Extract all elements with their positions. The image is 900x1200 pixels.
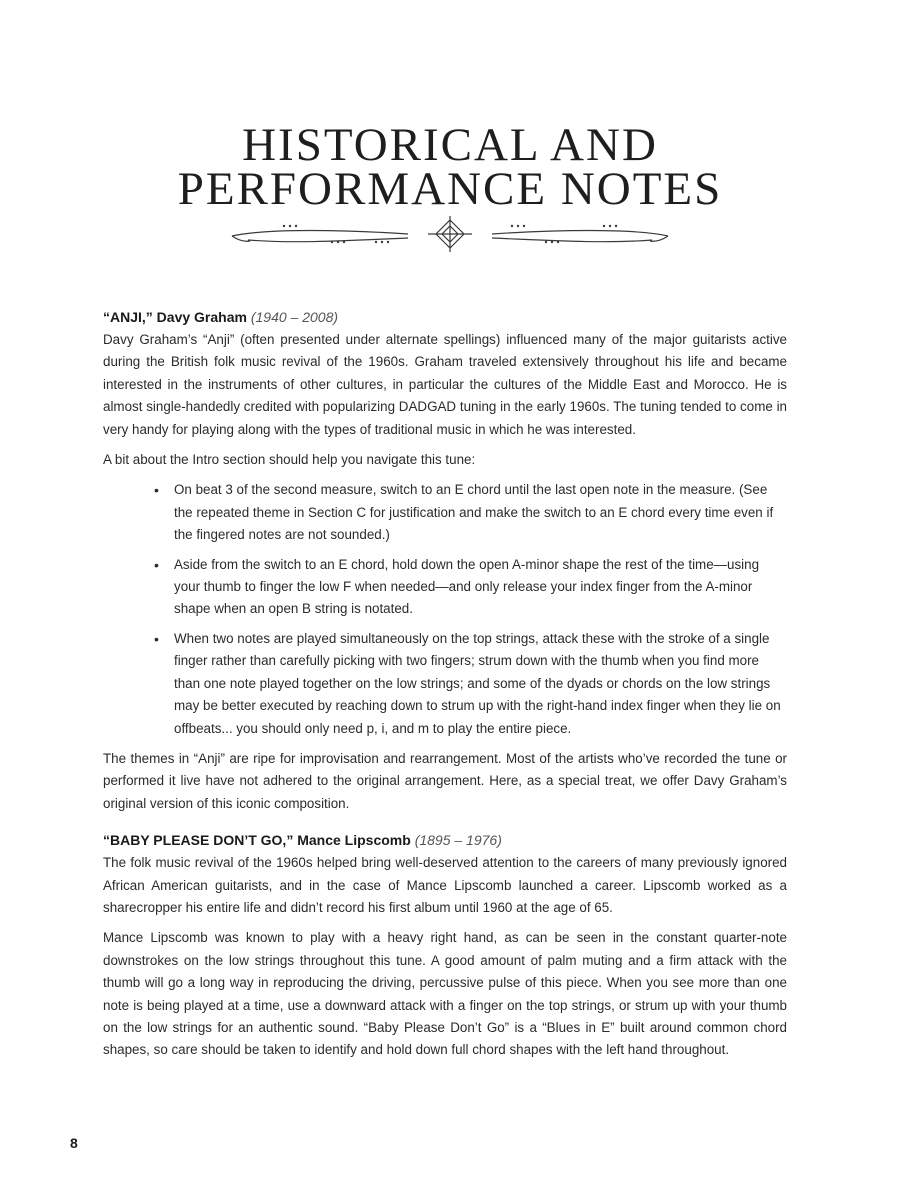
paragraph: A bit about the Intro section should help you navigate this tune:: [103, 452, 476, 468]
song-title-artist: “ANJI,” Davy Graham: [103, 309, 247, 325]
paragraph: Mance Lipscomb was known to play with a heavy right hand, as can be seen in the constant quarter-note downstrokes on the low strings throughout this tune. A good amount of palm muting and a firm attack with the thumb will go a long way in reproducing the driving, percussive pulse of this piece. When you see more than one note is being played at a time, use a downward attack with a finger on the top strings, or strum up with your thumb on the low strings for an authentic sound. “Baby Please Don’t Go” is a “Blues in E” built around common chord shapes, so care should be taken to identify and hold down full chord shapes with the left hand throughout.: [103, 930, 787, 1058]
page-title-line-1: HISTORICAL AND: [242, 119, 658, 171]
list-item-text: Aside from the switch to an E chord, hold down the open A-minor shape the rest of the time—using your thumb to finger the low F when needed—and only release your index finger from the A-minor shape when an open B string is notated.: [174, 556, 760, 617]
section-heading: [103, 829, 787, 851]
bullet-list: [103, 479, 787, 739]
list-item: [154, 628, 787, 740]
bullet-icon: •: [154, 482, 159, 499]
page-number: 8: [70, 1135, 78, 1151]
knot-ornament-icon: [228, 210, 672, 258]
song-title-artist: “BABY PLEASE DON’T GO,” Mance Lipscomb: [103, 832, 411, 849]
list-item: [154, 479, 787, 546]
list-item: [154, 554, 787, 621]
list-item-text: When two notes are played simultaneously on the top strings, attack these with the stroke of a single finger rather than carefully picking with two fingers; strum down with the thumb when you find more than one note played together on the low strings; and some of the dyads or chords on the low strings may be better executed by reaching down to strum up with the right-hand index finger when they lie on offbeats... you should only need p, i, and m to play the entire piece.: [174, 630, 781, 736]
artist-dates: (1940 – 2008): [250, 309, 339, 325]
section-baby-please-dont-go: [103, 829, 787, 1062]
paragraph: The themes in “Anji” are ripe for improvisation and rearrangement. Most of the artists who’ve recorded the tune or performed it live have not adhered to the original arrangement. Here, as a special treat, we offer Davy Graham’s original version of this iconic composition.: [103, 750, 787, 811]
paragraph: Davy Graham’s “Anji” (often presented under alternate spellings) influenced many of the major guitarists active during the British folk music revival of the 1960s. Graham traveled extensively throughout his life and became interested in the instruments of other cultures, in particular the cultures of the Middle East and Morocco. He is almost single-handedly credited with popularizing DADGAD tuning in the early 1960s. The tuning tended to come in very handy for playing along with the types of traditional music in which he was interested.: [103, 332, 787, 437]
bullet-icon: •: [154, 630, 159, 647]
page-title-line-2: PERFORMANCE NOTES: [177, 163, 723, 215]
paragraph: The folk music revival of the 1960s helped bring well-deserved attention to the careers of many previously ignored African American guitarists, and in the case of Mance Lipscomb launched a career. Lipscomb worked as a sharecropper his entire life and didn’t record his first album until 1960 at the age of 65.: [103, 855, 787, 915]
section-anji: [103, 306, 787, 815]
section-heading: [103, 306, 787, 328]
notes-body: [103, 306, 787, 1070]
bullet-icon: •: [154, 556, 159, 573]
artist-dates: (1895 – 1976): [414, 832, 502, 849]
list-item-text: On beat 3 of the second measure, switch to an E chord until the last open note in the measure. (See the repeated theme in Section C for justification and make the switch to an E chord every time even if the fingered notes are not sounded.): [174, 482, 774, 543]
